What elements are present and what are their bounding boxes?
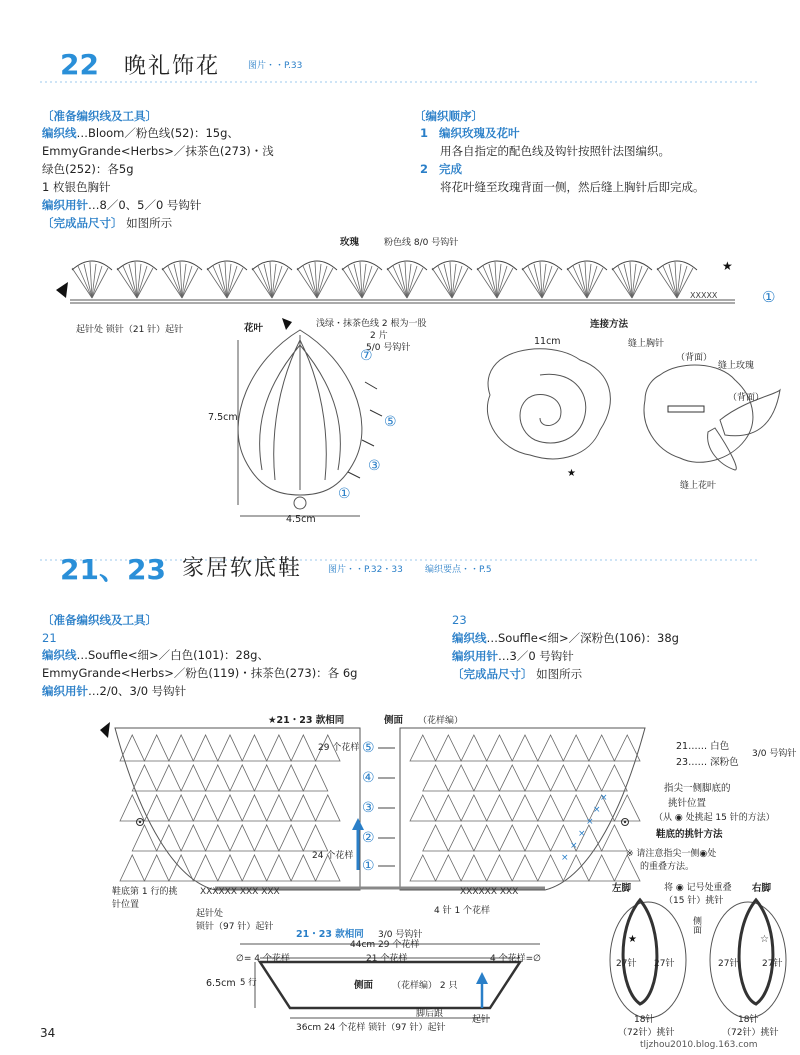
- m21-yarn-2: EmmyGrande<Herbs>／粉色(119)・抹茶色(273)：各 6g: [42, 666, 358, 680]
- side2-pattern: （花样编） 2 只: [392, 981, 458, 991]
- row-5: ⑤: [362, 740, 375, 756]
- m23-number: 23: [452, 613, 467, 627]
- section2123-title: 家居软底鞋: [182, 556, 303, 581]
- svg-text:XXXXXX XXX: XXXXXX XXX: [460, 887, 519, 897]
- leaf-label: 花叶: [244, 323, 264, 334]
- rose-yarn: 粉色线 8/0 号钩针: [384, 238, 459, 248]
- dim-bottom: 36cm 24 个花样 锁针（97 针）起针: [296, 1023, 446, 1033]
- right-rows-27a: 27针: [718, 959, 739, 969]
- section22-title: 晚礼饰花: [124, 54, 221, 79]
- join-back-2: （背面）: [728, 393, 765, 403]
- left-toe-72: （72针）挑针: [618, 1028, 675, 1038]
- rose-label: 玫瑰: [340, 237, 360, 248]
- dim-left-4: ∅= 4 个花样: [236, 954, 290, 964]
- left-rows-27a: 27针: [616, 959, 637, 969]
- join-rose: 缝上玫瑰: [718, 361, 755, 371]
- svg-text:×: ×: [561, 853, 569, 863]
- section2123-photo-ref: 图片・・P.32・33: [328, 565, 403, 575]
- yarn-line-3: 绿色(252)：各5g: [42, 162, 134, 176]
- overlap-instr-2: （15 针）挑针: [664, 896, 724, 906]
- step2-title: 2 完成: [420, 162, 462, 176]
- overlap-note-1: ※ 请注意指尖一侧◉处: [626, 849, 717, 859]
- rose-row-marker: ①: [762, 288, 776, 306]
- row-3: ③: [362, 800, 375, 816]
- svg-text:×: ×: [586, 817, 594, 827]
- join-back-1: （背面）: [676, 353, 713, 363]
- repeat-24: 24 个花样: [312, 851, 354, 861]
- leaf-count: 2 片: [370, 331, 388, 341]
- right-rows-27b: 27针: [762, 959, 783, 969]
- toe-note-1: 指尖一侧脚底的: [664, 783, 731, 794]
- left-rows-27b: 27针: [654, 959, 675, 969]
- svg-text:×: ×: [593, 805, 601, 815]
- svg-text:XXXXXX XXX XXX: XXXXXX XXX XXX: [200, 887, 280, 897]
- row-1: ①: [362, 858, 375, 874]
- section22-photo-ref: 图片・・P.33: [248, 61, 303, 71]
- step2-text: 将花叶缝至玫瑰背面一侧，然后缝上胸针后即完成。: [440, 180, 705, 194]
- materials-heading: 〔准备编织线及工具〕: [42, 109, 157, 123]
- svg-text:★: ★: [628, 934, 637, 945]
- m21-yarn-1: 编织线…Souffle<细>／白色(101)：28g、: [42, 648, 269, 662]
- left-toe-18: 18针: [634, 1015, 655, 1025]
- start-note-1: 起针处: [196, 909, 224, 919]
- repeat-29: 29 个花样: [318, 743, 360, 753]
- page-number: 34: [40, 1026, 56, 1040]
- start-label: 起针: [472, 1015, 491, 1025]
- left-foot-label: 左脚: [612, 883, 632, 894]
- legend-hook: 3/0 号钩针: [752, 749, 797, 759]
- sole-row-note-1: 鞋底第 1 行的挑: [112, 887, 178, 897]
- m21-hook: 编织用针…2/0、3/0 号钩针: [42, 684, 187, 698]
- m23-hook: 编织用针…3／0 号钩针: [452, 649, 574, 663]
- leaf-width: 4.5cm: [286, 514, 316, 525]
- size-line: 〔完成品尺寸〕 如图所示: [42, 216, 173, 230]
- dim-rows: 5 行: [240, 978, 257, 988]
- common2-hook: 3/0 号钩针: [378, 930, 423, 940]
- sole-pick-title: 鞋底的挑针方法: [656, 829, 723, 840]
- leaf-hook: 5/0 号钩针: [366, 343, 411, 353]
- legend-21: 21…… 白色: [676, 741, 730, 752]
- section2123-tips-ref: 编织要点・・P.5: [425, 565, 492, 575]
- leaf-yarn: 浅绿・抹茶色线 2 根为一股: [316, 319, 427, 329]
- leaf-row-7: ⑦: [360, 348, 373, 364]
- watermark: tljzhou2010.blog.163.com: [640, 1040, 758, 1050]
- materials2-heading: 〔准备编织线及工具〕: [42, 613, 157, 627]
- legend-23: 23…… 深粉色: [676, 757, 739, 768]
- step1-text: 用各自指定的配色线及钩针按照针法图编织。: [440, 144, 670, 158]
- rose-chart: [56, 259, 735, 303]
- svg-text:★: ★: [567, 468, 576, 479]
- side-label: 侧面: [384, 715, 404, 726]
- section2123-number: 21、23: [60, 553, 166, 586]
- section22-number: 22: [60, 48, 99, 81]
- leaf-row-3: ③: [368, 458, 381, 474]
- join-pin: 缝上胸针: [628, 339, 665, 349]
- hook-line: 编织用针…8／0、5／0 号钩针: [42, 198, 202, 212]
- dim-21: 21 个花样: [366, 954, 408, 964]
- per-4-stitches: 4 针 1 个花样: [434, 906, 491, 916]
- start-note-2: 锁针（97 针）起针: [196, 922, 274, 932]
- row-2: ②: [362, 830, 375, 846]
- side2-label: 侧面: [354, 980, 374, 991]
- side-word: 侧面: [691, 916, 701, 934]
- row-4: ④: [362, 770, 375, 786]
- leaf-row-5: ⑤: [384, 414, 397, 430]
- svg-text:×: ×: [578, 829, 586, 839]
- svg-text:×: ×: [570, 841, 578, 851]
- dim-right-4: 4 个花样=∅: [490, 954, 541, 964]
- leaf-row-1: ①: [338, 486, 351, 502]
- dim-height: 6.5cm: [206, 978, 236, 989]
- yarn-line-1: 编织线…Bloom／粉色线(52)：15g、: [42, 126, 239, 140]
- m21-number: 21: [42, 631, 57, 645]
- svg-text:★: ★: [722, 259, 733, 273]
- toe-note-2: 挑针位置: [668, 798, 707, 809]
- join-title: 连接方法: [590, 319, 629, 330]
- pin-line: 1 枚银色胸针: [42, 180, 111, 194]
- sole-row-note-2: 针位置: [112, 900, 140, 910]
- heel-label: 脚后跟: [416, 1009, 444, 1019]
- side-pattern: （花样编）: [418, 716, 464, 726]
- step1-title: 1 编织玫瑰及花叶: [420, 126, 520, 140]
- right-toe-72: （72针）挑针: [722, 1028, 779, 1038]
- join-leaf: 缝上花叶: [680, 481, 717, 491]
- order-heading: 〔编织顺序〕: [414, 109, 483, 123]
- rose-start-note: 起针处 锁针（21 针）起针: [76, 325, 184, 335]
- dim-top: 44cm 29 个花样: [350, 940, 420, 950]
- m23-yarn: 编织线…Souffle<细>／深粉色(106)：38g: [452, 631, 679, 645]
- svg-text:XXXXX: XXXXX: [690, 291, 718, 300]
- join-size: 11cm: [534, 336, 561, 347]
- overlap-instr-1: 将 ◉ 记号处重叠: [664, 883, 732, 893]
- yarn-line-2: EmmyGrande<Herbs>／抹茶色(273)・浅: [42, 144, 274, 158]
- right-foot-label: 右脚: [752, 883, 772, 894]
- right-toe-18: 18针: [738, 1015, 759, 1025]
- common-label: ★21・23 款相同: [268, 715, 345, 726]
- leaf-height: 7.5cm: [208, 412, 238, 423]
- m23-size: 〔完成品尺寸〕 如图所示: [452, 667, 583, 681]
- svg-text:×: ×: [600, 793, 608, 803]
- common2-label: 21・23 款相同: [296, 929, 364, 940]
- toe-note-3: （从 ◉ 处挑起 15 针的方法）: [654, 813, 775, 823]
- svg-text:☆: ☆: [760, 934, 769, 945]
- overlap-note-2: 的重叠方法。: [640, 862, 695, 872]
